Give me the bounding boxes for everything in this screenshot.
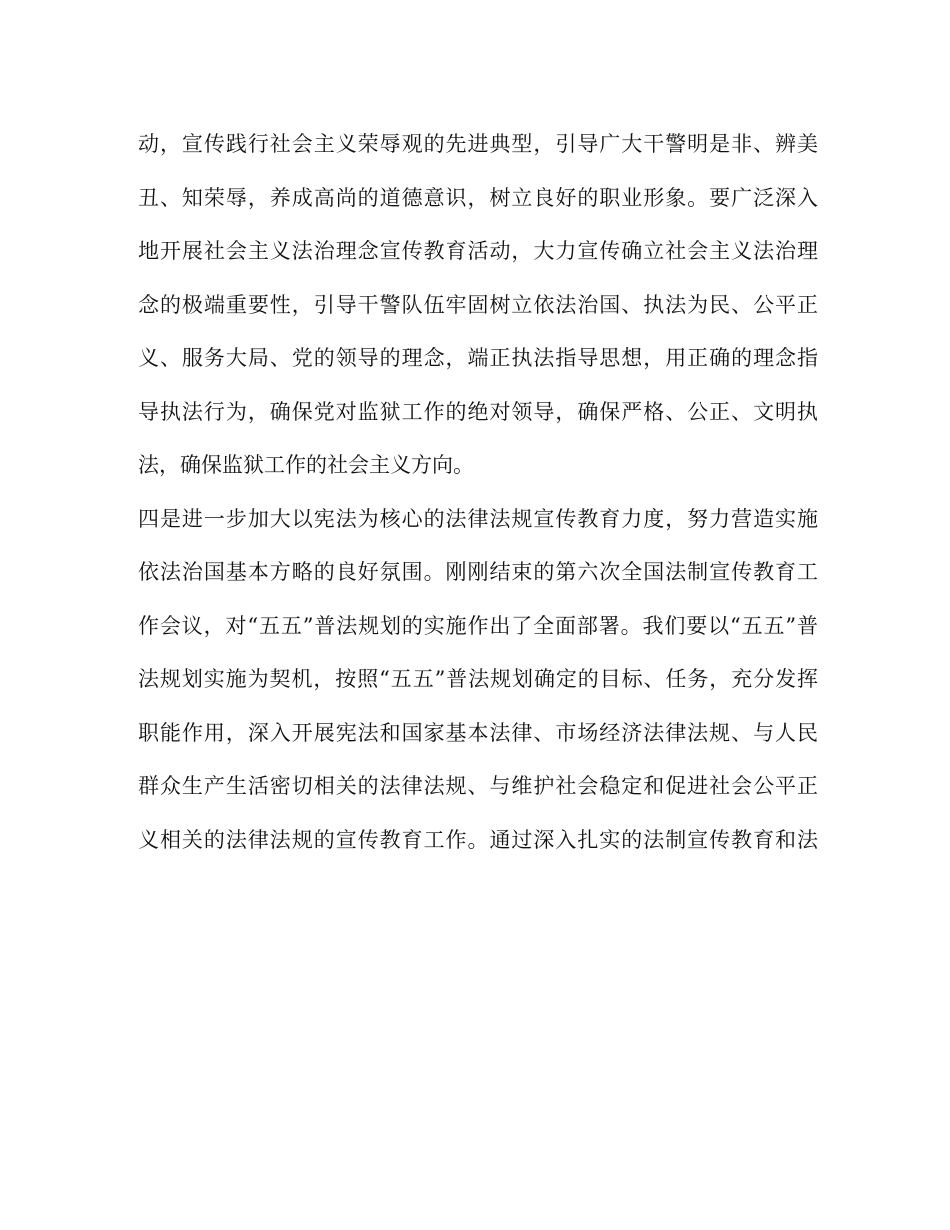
text-line: 义、服务大局、党的领导的理念，端正执法指导思想，用正确的理念指 (138, 346, 818, 370)
text-line: 依法治国基本方略的良好氛围。刚刚结束的第六次全国法制宣传教育工 (138, 560, 818, 584)
body-text (138, 118, 818, 867)
text-line: 地开展社会主义法治理念宣传教育活动，大力宣传确立社会主义法治理 (138, 239, 818, 263)
text-line: 丑、知荣辱，养成高尚的道德意识，树立良好的职业形象。要广泛深入 (138, 185, 818, 210)
text-line-paragraph-end: 法，确保监狱工作的社会主义方向。 (138, 453, 474, 477)
text-line: 四是进一步加大以宪法为核心的法律法规宣传教育力度，努力营造实施 (138, 506, 818, 531)
text-line: 念的极端重要性，引导干警队伍牢固树立依法治国、执法为民、公平正 (138, 292, 818, 317)
text-line: 职能作用，深入开展宪法和国家基本法律、市场经济法律法规、与人民 (138, 720, 818, 745)
text-line: 义相关的法律法规的宣传教育工作。通过深入扎实的法制宣传教育和法 (138, 827, 818, 852)
text-line: 作会议，对“五五”普法规划的实施作出了全面部署。我们要以“五五”普 (138, 613, 818, 638)
text-line: 动，宣传践行社会主义荣辱观的先进典型，引导广大干警明是非、辨美 (138, 132, 818, 156)
text-line: 法规划实施为契机，按照“五五”普法规划确定的目标、任务，充分发挥 (138, 667, 818, 691)
text-line: 导执法行为，确保党对监狱工作的绝对领导，确保严格、公正、文明执 (138, 399, 818, 424)
text-line: 群众生产生活密切相关的法律法规、与维护社会稳定和促进社会公平正 (138, 774, 818, 798)
